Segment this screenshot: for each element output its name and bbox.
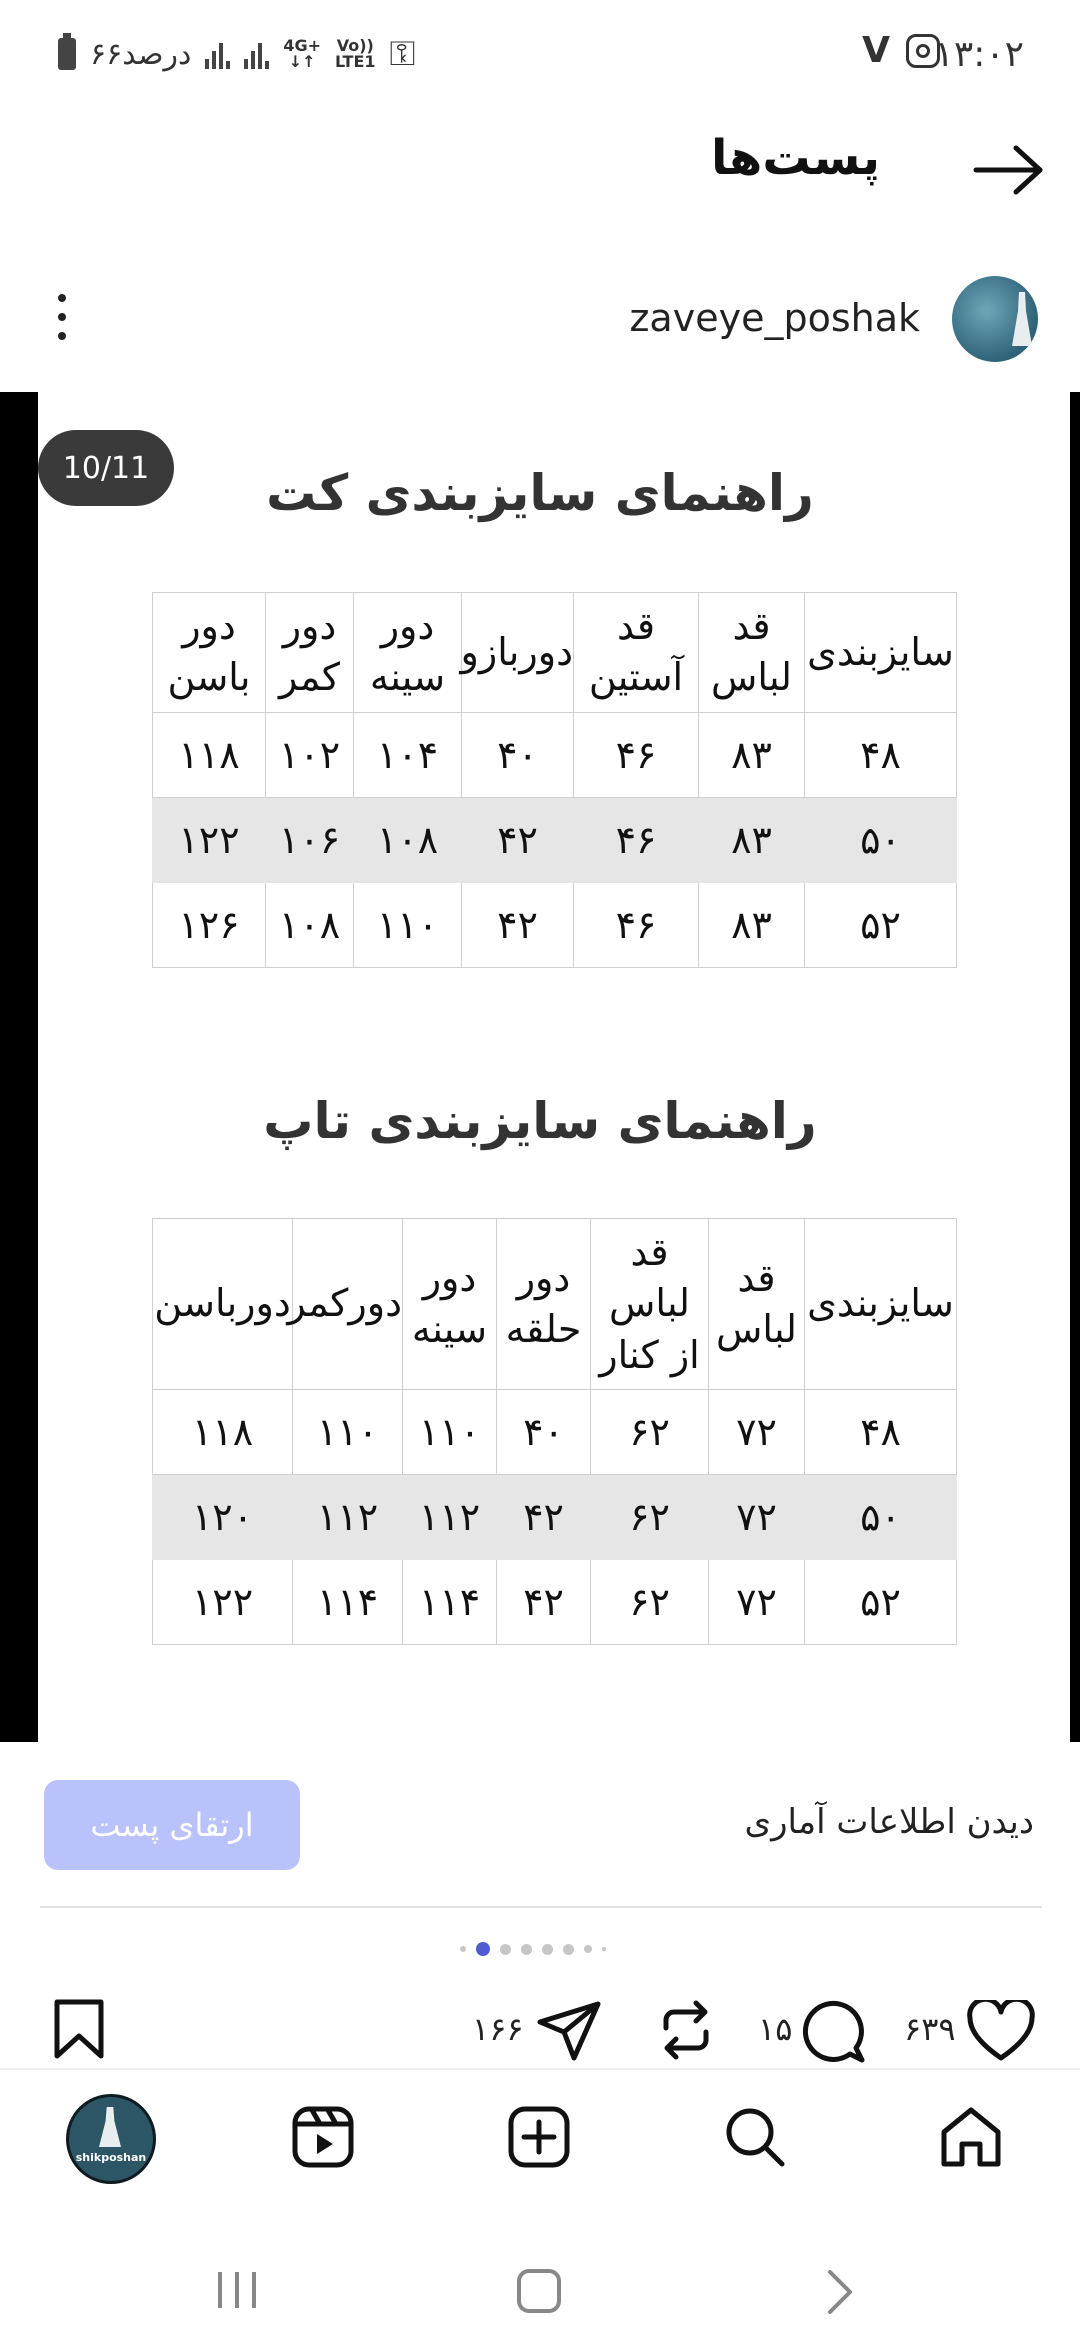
table-cell: ۴۶ — [574, 797, 699, 882]
table-cell: ۱۰۶ — [266, 797, 354, 882]
avatar[interactable] — [952, 276, 1038, 362]
v-app-icon: V — [862, 30, 890, 71]
comment-count: ۱۵ — [758, 2010, 793, 2048]
carousel-dot — [521, 1944, 532, 1955]
column-header: دورباسن — [153, 1219, 293, 1390]
table2-title: راهنمای سایزبندی تاپ — [263, 1092, 817, 1150]
table-cell: ۱۱۸ — [153, 712, 266, 797]
column-header: دور سینه — [354, 593, 462, 713]
table-cell: ۴۲ — [497, 1474, 591, 1559]
repost-icon[interactable] — [656, 1998, 716, 2062]
column-header: دور حلقه — [497, 1219, 591, 1390]
network-type: 4G+ ↓↑ — [283, 36, 321, 71]
table-cell: ۸۳ — [699, 797, 805, 882]
table-cell: ۱۲۰ — [153, 1474, 293, 1559]
signal-icon — [205, 39, 230, 69]
recent-apps-icon[interactable] — [214, 2268, 260, 2312]
status-bar — [0, 0, 1080, 110]
carousel-dots — [460, 1942, 606, 1956]
back-arrow-icon[interactable] — [970, 140, 1050, 200]
system-nav-bar — [0, 2240, 1080, 2340]
table-cell: ۱۲۲ — [153, 1559, 293, 1644]
jacket-size-table — [152, 592, 957, 968]
carousel-counter: 10/11 — [38, 430, 174, 506]
column-header: دوربازو — [462, 593, 574, 713]
column-header: دور سینه — [403, 1219, 497, 1390]
table-row — [153, 1389, 957, 1474]
table-cell: ۸۳ — [699, 712, 805, 797]
table-cell: ۴۸ — [805, 1389, 957, 1474]
table-cell: ۴۲ — [462, 882, 574, 967]
post-image[interactable] — [0, 392, 1080, 1742]
volte-indicator: Vo)) LTE1 — [334, 36, 376, 71]
table-cell: ۵۰ — [805, 797, 957, 882]
column-header: دور باسن — [153, 593, 266, 713]
table-cell: ۱۰۲ — [266, 712, 354, 797]
battery-icon — [58, 38, 76, 70]
carousel-dot — [476, 1942, 490, 1956]
table-cell: ۶۲ — [591, 1474, 709, 1559]
table-cell: ۱۱۴ — [403, 1559, 497, 1644]
column-header: قد آستین — [574, 593, 699, 713]
table-cell: ۱۰۴ — [354, 712, 462, 797]
column-header: قد لباس از کنار — [591, 1219, 709, 1390]
table-cell: ۴۶ — [574, 882, 699, 967]
bookmark-icon[interactable] — [52, 1998, 106, 2060]
profile-tab-avatar[interactable] — [66, 2094, 156, 2184]
table-cell: ۴۸ — [805, 712, 957, 797]
carousel-dot — [563, 1944, 574, 1955]
table-cell: ۱۲۶ — [153, 882, 266, 967]
bottom-nav — [0, 2094, 1080, 2244]
create-post-icon[interactable] — [506, 2104, 572, 2170]
comment-icon[interactable] — [800, 1998, 866, 2064]
table-cell: ۴۲ — [462, 797, 574, 882]
carousel-dot — [602, 1947, 606, 1951]
home-icon[interactable] — [938, 2104, 1004, 2170]
table-cell: ۴۰ — [497, 1389, 591, 1474]
table-cell: ۷۲ — [709, 1559, 805, 1644]
like-count: ۶۳۹ — [904, 2010, 956, 2048]
table-row — [153, 882, 957, 967]
table-cell: ۱۲۲ — [153, 797, 266, 882]
table-cell: ۶۲ — [591, 1389, 709, 1474]
table-cell: ۱۱۲ — [403, 1474, 497, 1559]
status-left — [58, 34, 415, 74]
top-size-table — [152, 1218, 957, 1645]
divider — [40, 1906, 1042, 1908]
page-title: پست‌ها — [711, 130, 880, 186]
table1-title: راهنمای سایزبندی کت — [266, 464, 814, 522]
vpn-key-icon: ⚿ — [389, 34, 416, 74]
table-cell: ۱۱۲ — [293, 1474, 403, 1559]
table-cell: ۴۰ — [462, 712, 574, 797]
table-cell: ۷۲ — [709, 1389, 805, 1474]
column-header: قد لباس — [699, 593, 805, 713]
table-cell: ۱۱۴ — [293, 1559, 403, 1644]
table-cell: ۵۲ — [805, 1559, 957, 1644]
column-header: سایزبندی — [805, 593, 957, 713]
heart-icon[interactable] — [966, 2000, 1036, 2062]
table-cell: ۱۰۸ — [354, 797, 462, 882]
battery-text: ۶۶درصد — [90, 36, 192, 72]
table-cell: ۴۲ — [497, 1559, 591, 1644]
clock: ۱۳:۰۲ — [934, 34, 1024, 75]
column-header: قد لباس — [709, 1219, 805, 1390]
table-cell: ۱۰۸ — [266, 882, 354, 967]
promote-post-button[interactable]: ارتقای پست — [44, 1780, 300, 1870]
post-actions — [0, 1990, 1080, 2070]
share-icon[interactable] — [536, 1998, 602, 2064]
table-cell: ۴۶ — [574, 712, 699, 797]
table-row — [153, 1559, 957, 1644]
more-options-icon[interactable] — [54, 294, 70, 344]
table-cell: ۱۱۰ — [354, 882, 462, 967]
carousel-dot — [542, 1944, 553, 1955]
table-cell: ۱۱۰ — [293, 1389, 403, 1474]
table-header-row — [153, 593, 957, 713]
table-row — [153, 712, 957, 797]
table-cell: ۵۰ — [805, 1474, 957, 1559]
carousel-dot — [500, 1944, 511, 1955]
table-cell: ۱۱۸ — [153, 1389, 293, 1474]
table-cell: ۵۲ — [805, 882, 957, 967]
table-row — [153, 1474, 957, 1559]
view-insights-link[interactable]: دیدن اطلاعات آماری — [744, 1802, 1034, 1842]
reels-icon[interactable] — [290, 2104, 356, 2170]
table-cell: ۷۲ — [709, 1474, 805, 1559]
signal-icon-2 — [244, 39, 269, 69]
table-cell: ۸۳ — [699, 882, 805, 967]
table-header-row — [153, 1219, 957, 1390]
image-border-left — [0, 392, 38, 1742]
share-count: ۱۶۶ — [472, 2010, 524, 2048]
carousel-dot — [584, 1945, 592, 1953]
image-border-right — [1070, 392, 1080, 1742]
avatar-brand: shikposhan — [75, 2151, 147, 2164]
search-icon[interactable] — [722, 2104, 788, 2170]
carousel-dot — [460, 1946, 466, 1952]
table-cell: ۱۱۰ — [403, 1389, 497, 1474]
table-cell: ۶۲ — [591, 1559, 709, 1644]
column-header: دور کمر — [266, 593, 354, 713]
back-nav-icon[interactable] — [826, 2268, 856, 2316]
table-row — [153, 797, 957, 882]
column-header: سایزبندی — [805, 1219, 957, 1390]
column-header: دورکمر — [293, 1219, 403, 1390]
nav-separator — [0, 2068, 1080, 2070]
home-button-icon[interactable] — [516, 2268, 562, 2314]
username[interactable]: zaveye_poshak — [629, 296, 920, 340]
